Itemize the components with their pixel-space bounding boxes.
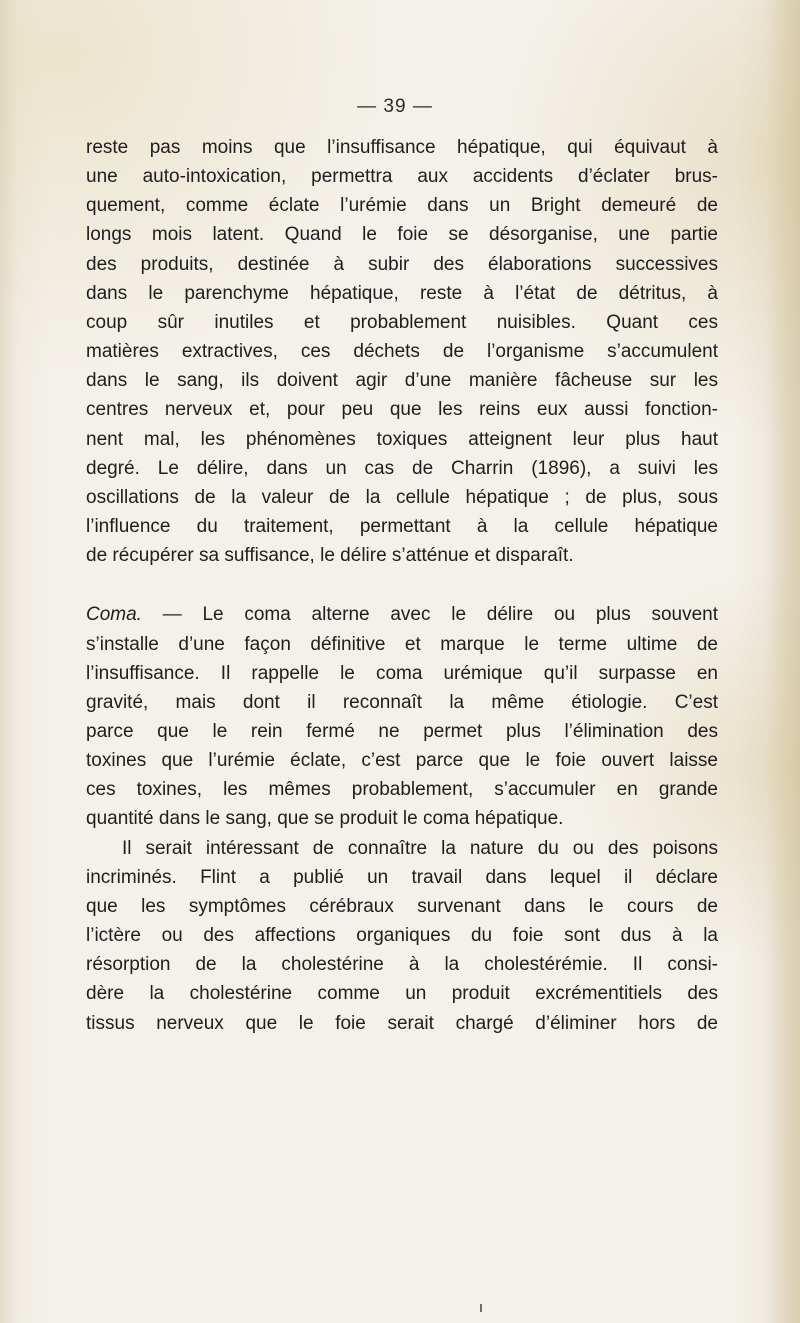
paragraph-poisons <box>86 834 718 1038</box>
text-line: incriminés. Flint a publié un travail dans lequel il déclare <box>86 866 718 888</box>
text-line: oscillations de la valeur de la cellule hépatique ; de plus, sous <box>86 486 718 508</box>
coma-first-line-text: — Le coma alterne avec le délire ou plus souvent <box>141 604 718 626</box>
text-line: des produits, destinée à subir des élaborations successives <box>86 253 718 275</box>
paragraph-spacing <box>86 570 718 600</box>
text-line: reste pas moins que l’insuffisance hépatique, qui équivaut à <box>86 137 718 158</box>
paper-left-shadow <box>0 0 18 1323</box>
text-line: longs mois latent. Quand le foie se désorganise, une partie <box>86 224 718 246</box>
text-line: parce que le rein fermé ne permet plus l’élimination des <box>86 720 718 742</box>
text-line: Il serait intéressant de connaître la nature du ou des poisons <box>122 837 718 859</box>
text-line: que les symptômes cérébraux survenant dans le cours de <box>86 895 718 917</box>
text-line: tissus nerveux que le foie serait chargé d’éliminer hors de <box>86 1012 718 1034</box>
coma-first-line <box>86 600 718 629</box>
text-line: dère la cholestérine comme un produit excrémentitiels des <box>86 983 718 1005</box>
page-number: — 39 — <box>357 96 433 117</box>
text-line: de récupérer sa suffisance, le délire s’atténue et disparaît. <box>86 545 574 567</box>
text-line: l’influence du traitement, permettant à la cellule hépatique <box>86 516 718 538</box>
text-line: quement, comme éclate l’urémie dans un Bright demeuré de <box>86 195 718 217</box>
coma-heading: Coma. <box>86 604 142 626</box>
print-mark <box>480 1304 482 1312</box>
text-line: dans le parenchyme hépatique, reste à l’état de détritus, à <box>86 282 718 304</box>
text-line: s’installe d’une façon définitive et marque le terme ultime de <box>86 633 718 655</box>
text-line: ces toxines, les mêmes probablement, s’accumuler en grande <box>86 779 718 801</box>
paper-right-stain <box>766 0 800 1323</box>
text-line: toxines que l’urémie éclate, c’est parce que le foie ouvert laisse <box>86 750 718 772</box>
text-line: nent mal, les phénomènes toxiques atteignent leur plus haut <box>86 428 718 450</box>
text-line: centres nerveux et, pour peu que les reins eux aussi fonction- <box>86 399 718 421</box>
text-line: quantité dans le sang, que se produit le coma hépatique. <box>86 808 564 830</box>
text-line: matières extractives, ces déchets de l’organisme s’accumulent <box>86 341 718 363</box>
text-line: degré. Le délire, dans un cas de Charrin (1896), a suivi les <box>86 457 718 479</box>
book-text <box>86 133 718 1038</box>
text-line: une auto-intoxication, permettra aux accidents d’éclater brus- <box>86 166 718 188</box>
text-line: coup sûr inutiles et probablement nuisibles. Quant ces <box>86 311 718 333</box>
text-line: l’ictère ou des affections organiques du foie sont dus à la <box>86 925 718 947</box>
paragraph-coma <box>86 600 718 833</box>
text-line: dans le sang, ils doivent agir d’une manière fâcheuse sur les <box>86 370 718 392</box>
paragraph-insuffisance <box>86 133 718 570</box>
text-line: l’insuffisance. Il rappelle le coma urémique qu’il surpasse en <box>86 662 718 684</box>
text-line: gravité, mais dont il reconnaît la même étiologie. C’est <box>86 691 718 713</box>
text-line: résorption de la cholestérine à la cholestérémie. Il consi- <box>86 954 718 976</box>
